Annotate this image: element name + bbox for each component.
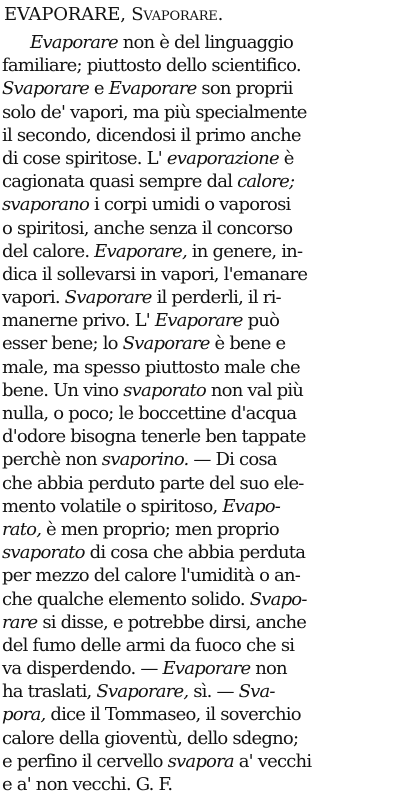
text-fragment: nulla, o poco; le boccettine d'acqua bbox=[2, 403, 297, 424]
italic-term: Svaporare, bbox=[96, 681, 189, 703]
text-line bbox=[2, 727, 398, 750]
italic-term: svaporano bbox=[2, 194, 90, 216]
text-fragment: del calore. bbox=[2, 240, 95, 262]
italic-term: Svaporare bbox=[2, 78, 89, 100]
italic-term: Evaporare, bbox=[94, 240, 187, 262]
text-fragment: a' vecchi bbox=[233, 750, 312, 772]
text-fragment: può bbox=[242, 310, 280, 332]
text-fragment: in genere, in- bbox=[186, 240, 303, 262]
text-line bbox=[2, 472, 398, 495]
text-fragment: calore della gioventù, dello sdegno; bbox=[2, 727, 299, 749]
text-fragment: il secondo, dicendosi il primo anche bbox=[2, 124, 301, 146]
text-fragment: mento volatile o spiritoso, bbox=[2, 495, 223, 517]
text-line bbox=[2, 77, 398, 100]
italic-term: pora, bbox=[2, 704, 46, 726]
text-fragment: non è del linguaggio bbox=[117, 32, 294, 53]
text-line bbox=[2, 356, 398, 379]
text-fragment: manerne privo. L' bbox=[2, 310, 155, 332]
text-line bbox=[2, 31, 398, 54]
text-line bbox=[2, 170, 398, 193]
text-line bbox=[2, 680, 398, 703]
text-fragment: va disperdendo. — bbox=[2, 658, 163, 680]
text-line bbox=[2, 263, 398, 286]
text-line bbox=[2, 564, 398, 587]
italic-term: svaporino. bbox=[101, 449, 189, 471]
text-fragment: di cose spiritose. L' bbox=[2, 147, 167, 169]
italic-term: evaporazione bbox=[166, 147, 279, 169]
text-fragment: solo de' vapori, ma più specialmente bbox=[2, 101, 307, 123]
text-line bbox=[2, 286, 398, 309]
text-fragment: vapori. bbox=[2, 287, 65, 309]
italic-term: svapora bbox=[167, 750, 234, 772]
entry-heading bbox=[4, 4, 223, 26]
text-line bbox=[2, 240, 398, 263]
italic-term: Sva- bbox=[238, 681, 275, 703]
text-fragment: male, ma spesso piuttosto male che bbox=[2, 356, 300, 378]
text-line bbox=[2, 750, 398, 773]
text-fragment: non bbox=[250, 658, 287, 680]
italic-term: Svaporare bbox=[122, 333, 210, 355]
text-line bbox=[2, 588, 398, 611]
text-fragment: e a' non vecchi. G. F. bbox=[2, 774, 173, 795]
text-fragment: familiare; piuttosto dello scientifico. bbox=[2, 55, 301, 77]
text-line bbox=[2, 217, 398, 240]
text-line bbox=[2, 402, 398, 425]
entry-variant: Svaporare. bbox=[131, 4, 224, 25]
italic-term: rare bbox=[2, 611, 38, 633]
text-line bbox=[2, 495, 398, 518]
italic-term: Svapo- bbox=[249, 588, 307, 610]
text-line bbox=[2, 54, 398, 77]
text-fragment: cagionata quasi sempre dal bbox=[2, 171, 238, 193]
text-line bbox=[2, 124, 398, 147]
italic-term: Evapo- bbox=[222, 495, 281, 517]
text-fragment: bene. Un vino bbox=[2, 379, 124, 401]
text-line bbox=[2, 448, 398, 471]
text-fragment: per mezzo del calore l'umidità o an- bbox=[2, 565, 301, 587]
entry-body bbox=[2, 31, 398, 796]
text-fragment: — Di cosa bbox=[188, 449, 277, 471]
text-line bbox=[2, 193, 398, 216]
text-fragment: perchè non bbox=[2, 449, 102, 471]
text-line bbox=[2, 379, 398, 402]
text-line bbox=[2, 332, 398, 355]
text-fragment: esser bene; lo bbox=[2, 333, 123, 355]
italic-term: Evaporare bbox=[30, 32, 118, 53]
italic-term: Evaporare bbox=[108, 78, 197, 100]
italic-term: Evaporare bbox=[162, 658, 251, 680]
text-fragment: è men proprio; men proprio bbox=[41, 518, 279, 540]
text-fragment: e bbox=[88, 78, 109, 100]
text-line bbox=[2, 773, 398, 796]
text-line bbox=[2, 101, 398, 124]
text-line bbox=[2, 518, 398, 541]
text-fragment: e perfino il cervello bbox=[2, 750, 168, 772]
italic-term: calore; bbox=[237, 171, 295, 193]
text-line bbox=[2, 147, 398, 170]
italic-term: svaporato bbox=[123, 379, 206, 401]
text-fragment: son proprii bbox=[196, 78, 293, 100]
text-line bbox=[2, 657, 398, 680]
text-line bbox=[2, 425, 398, 448]
text-fragment: dica il sollevarsi in vapori, l'emanare bbox=[2, 263, 308, 285]
text-line bbox=[2, 309, 398, 332]
text-fragment: di cosa che abbia perduta bbox=[84, 542, 306, 564]
italic-term: Svaporare bbox=[64, 287, 152, 309]
text-fragment: del fumo delle armi da fuoco che si bbox=[2, 634, 295, 656]
text-fragment: il perderli, il ri- bbox=[151, 287, 281, 309]
text-fragment: dice il Tommaseo, il soverchio bbox=[45, 704, 301, 726]
text-fragment: ha traslati, bbox=[2, 681, 97, 703]
text-fragment: che qualche elemento solido. bbox=[2, 588, 250, 610]
text-fragment: che abbia perduto parte del suo ele- bbox=[2, 472, 304, 494]
text-line bbox=[2, 611, 398, 634]
italic-term: rato, bbox=[2, 518, 42, 540]
text-line bbox=[2, 541, 398, 564]
text-fragment: o spiritosi, anche senza il concorso bbox=[2, 217, 293, 239]
text-fragment: i corpi umidi o vaporosi bbox=[89, 194, 291, 216]
text-line bbox=[2, 634, 398, 657]
text-fragment: d'odore bisogna tenerle ben tappate bbox=[2, 426, 306, 448]
italic-term: Evaporare bbox=[154, 310, 243, 332]
text-fragment: non val più bbox=[205, 379, 304, 401]
italic-term: svaporato bbox=[2, 542, 85, 564]
text-fragment: è bene e bbox=[209, 333, 286, 355]
entry-headword: EVAPORARE, bbox=[4, 4, 126, 25]
text-fragment: si disse, e potrebbe dirsi, anche bbox=[37, 611, 307, 633]
text-fragment: sì. — bbox=[188, 681, 239, 703]
text-fragment: è bbox=[278, 147, 294, 169]
